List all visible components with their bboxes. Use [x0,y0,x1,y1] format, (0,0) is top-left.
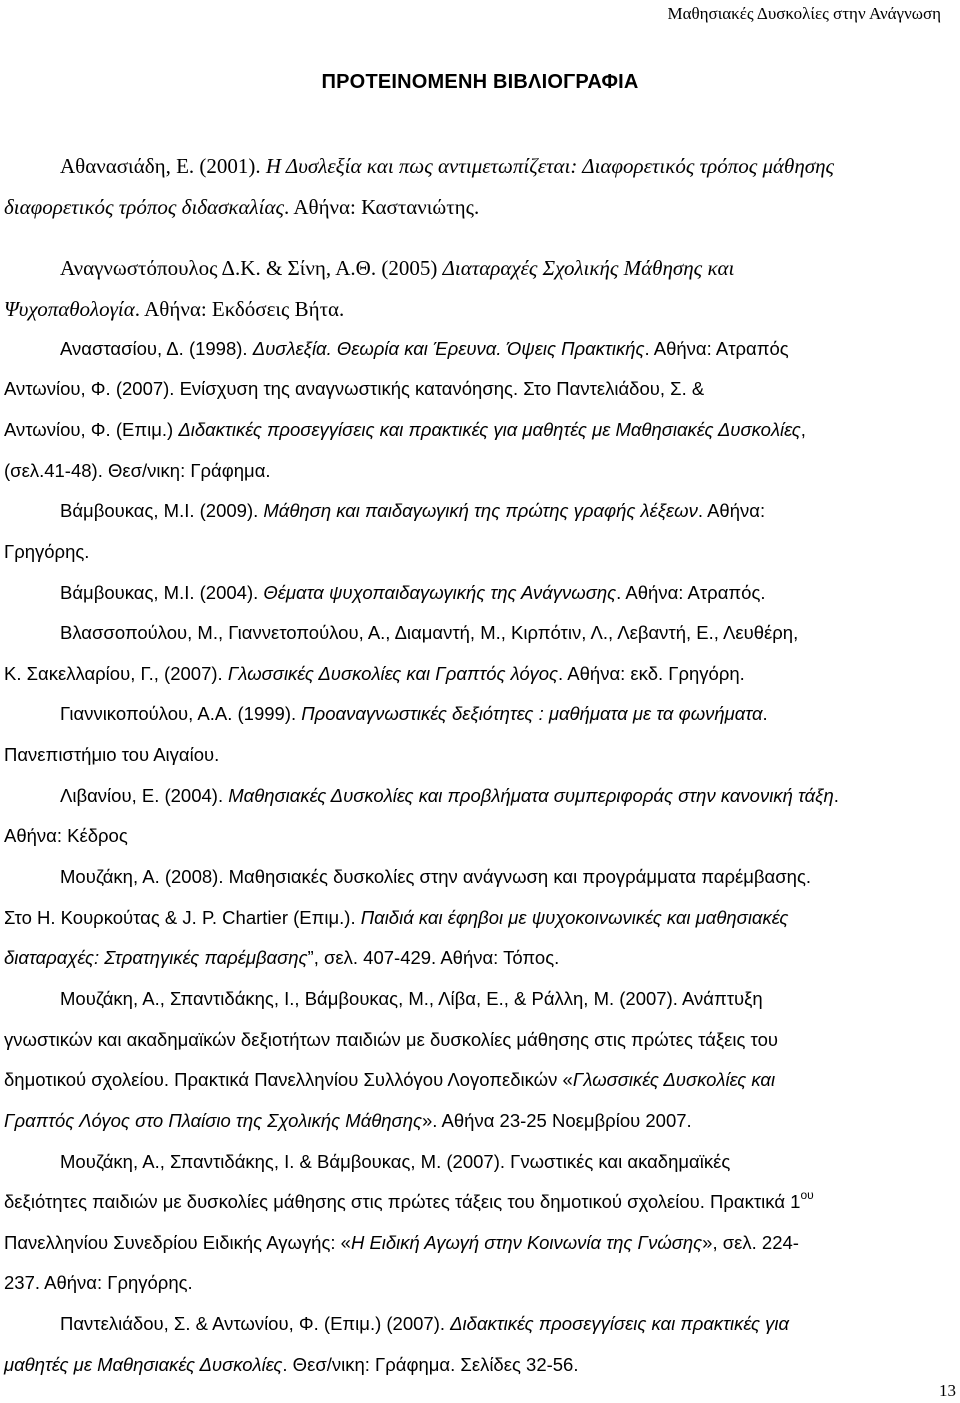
reference-line [4,297,344,321]
reference-line [60,337,789,361]
reference-line [4,540,89,564]
page-number: 13 [939,1381,956,1400]
italic-title-text: Προαναγνωστικές δεξιότητες : μαθήματα με τα φωνήματα [301,703,763,724]
reference-line [60,702,768,726]
reference-text: 237. Αθήνα: Γρηγόρης. [4,1272,193,1293]
reference-line [4,1109,692,1133]
reference-line [4,1271,193,1295]
italic-title-text: Γλωσσικές Δυσκολίες και Γραπτός λόγος [227,663,559,684]
reference-text: . Αθήνα: Καστανιώτης. [284,195,480,219]
reference-text: Αντωνίου, Φ. (Επιμ.) [4,419,179,440]
reference-text: δημοτικού σχολείου. Πρακτικά Πανελληνίου Συλλόγου Λογοπεδικών « [4,1069,573,1090]
reference-text: Αθήνα: Κέδρος [4,825,128,846]
superscript-text: ου [800,1188,814,1202]
running-header: Μαθησιακές Δυσκολίες στην Ανάγνωση [667,4,941,23]
reference-line [4,1190,814,1214]
reference-line [4,1028,778,1052]
reference-text: (σελ.41-48). Θεσ/νικη: Γράφημα. [4,460,271,481]
reference-text: Βάμβουκας, Μ.Ι. (2009). [60,500,264,521]
reference-text: Αναστασίου, Δ. (1998). [60,338,253,359]
reference-text: Αντωνίου, Φ. (2007). Ενίσχυση της αναγνωστικής κατανόησης. Στο Παντελιάδου, Σ. & [4,378,705,399]
reference-line [4,946,559,970]
italic-title-text: Διδακτικές προσεγγίσεις και πρακτικές για μαθητές με Μαθησιακές Δυσκολίες [178,419,801,440]
reference-line [60,256,734,280]
reference-text: Αθανασιάδη, Ε. (2001). [60,154,266,178]
italic-title-text: Διαταραχές Σχολικής Μάθησης και [442,256,735,280]
italic-title-text: Διδακτικές προσεγγίσεις και πρακτικές για [450,1313,790,1334]
reference-text: Πανελληνίου Συνεδρίου Ειδικής Αγωγής: « [4,1232,351,1253]
italic-title-text: Μάθηση και παιδαγωγική της πρώτης γραφής λέξεων [263,500,698,521]
reference-text: Βάμβουκας, Μ.Ι. (2004). [60,582,264,603]
reference-text: γνωστικών και ακαδημαϊκών δεξιοτήτων παιδιών με δυσκολίες μάθησης στις πρώτες τάξεις του [4,1029,778,1050]
reference-line [4,195,479,219]
reference-line [4,743,219,767]
reference-text: Μουζάκη, Α., Σπαντιδάκης, Ι. & Βάμβουκας, Μ. (2007). Γνωστικές και ακαδημαϊκές [60,1151,731,1172]
reference-line [4,824,128,848]
italic-title-text: Η Δυσλεξία και πως αντιμετωπίζεται: Διαφορετικός τρόπος μάθησης [265,154,835,178]
reference-text: Βλασσοπούλου, Μ., Γιαννετοπούλου, Α., Διαμαντή, Μ., Κιρπότιν, Λ., Λεβαντή, Ε., Λευθέρη, [60,622,799,643]
reference-text: Αναγνωστόπουλος Δ.Κ. & Σίνη, Α.Θ. (2005) [60,256,443,280]
reference-text: Λιβανίου, Ε. (2004). [60,785,229,806]
reference-text: Γιαννικοπούλου, Α.Α. (1999). [60,703,302,724]
reference-line [60,154,834,178]
reference-line [4,906,788,930]
italic-title-text: Ψυχοπαθολογία [4,297,135,321]
reference-line [4,377,704,401]
reference-line [4,662,745,686]
reference-text: . Αθήνα: εκδ. Γρηγόρη. [558,663,745,684]
reference-text: . Θεσ/νικη: Γράφημα. Σελίδες 32-56. [282,1354,579,1375]
reference-text: . Αθήνα: [697,500,766,521]
reference-line [4,459,271,483]
reference-line [4,418,806,442]
reference-line [60,1150,730,1174]
reference-text: Κ. Σακελλαρίου, Γ., (2007). [4,663,228,684]
reference-line [4,1068,775,1092]
reference-text: ». Αθήνα 23-25 Νοεμβρίου 2007. [421,1110,692,1131]
reference-text: δεξιότητες παιδιών με δυσκολίες μάθησης στις πρώτες τάξεις του δημοτικού σχολείου. Πρακτικά 1 [4,1191,801,1212]
reference-text: Πανεπιστήμιο του Αιγαίου. [4,744,220,765]
reference-text: . [762,703,768,724]
italic-title-text: Η Ειδική Αγωγή στην Κοινωνία της Γνώσης [350,1232,703,1253]
reference-line [60,621,798,645]
reference-text: . Αθήνα: Ατραπός. [616,582,766,603]
reference-text: Στο Η. Κουρκούτας & J. P. Chartier (Επιμ.). [4,907,361,928]
italic-title-text: Θέματα ψυχοπαιδαγωγικής της Ανάγνωσης [263,582,617,603]
italic-title-text: μαθητές με Μαθησιακές Δυσκολίες [4,1354,283,1375]
reference-text: . Αθήνα: Ατραπός [644,338,789,359]
italic-title-text: διαταραχές: Στρατηγικές παρέμβασης [4,947,308,968]
italic-title-text: Μαθησιακές Δυσκολίες και προβλήματα συμπεριφοράς στην κανονική τάξη [228,785,834,806]
reference-line [4,1353,579,1377]
reference-line [4,1231,799,1255]
reference-line [60,1312,789,1336]
page-title: ΠΡΟΤΕΙΝΟΜΕΝΗ ΒΙΒΛΙΟΓΡΑΦΙΑ [321,71,639,93]
reference-text: . [833,785,839,806]
reference-text: », σελ. 224- [702,1232,799,1253]
italic-title-text: Δυσλεξία. Θεωρία και Έρευνα. Όψεις Πρακτικής [252,338,645,359]
reference-text: , [800,419,806,440]
reference-text: Γρηγόρης. [4,541,90,562]
reference-text: . Αθήνα: Εκδόσεις Βήτα. [134,297,345,321]
italic-title-text: Γραπτός Λόγος στο Πλαίσιο της Σχολικής Μάθησης [4,1110,422,1131]
reference-text: Μουζάκη, Α. (2008). Μαθησιακές δυσκολίες στην ανάγνωση και προγράμματα παρέμβασης. [60,866,811,887]
italic-title-text: διαφορετικός τρόπος διδασκαλίας [4,195,284,219]
reference-line [60,865,811,889]
reference-text: Μουζάκη, Α., Σπαντιδάκης, Ι., Βάμβουκας, Μ., Λίβα, Ε., & Ράλλη, Μ. (2007). Ανάπτυξη [60,988,763,1009]
italic-title-text: Παιδιά και έφηβοι με ψυχοκοινωνικές και μαθησιακές [360,907,789,928]
italic-title-text: Γλωσσικές Δυσκολίες και [572,1069,776,1090]
reference-text: Παντελιάδου, Σ. & Αντωνίου, Φ. (Επιμ.) (2007). [60,1313,451,1334]
reference-text: ”, σελ. 407-429. Αθήνα: Τόπος. [307,947,560,968]
reference-line [60,581,766,605]
reference-line [60,499,765,523]
reference-line [60,784,839,808]
reference-line [60,987,763,1011]
